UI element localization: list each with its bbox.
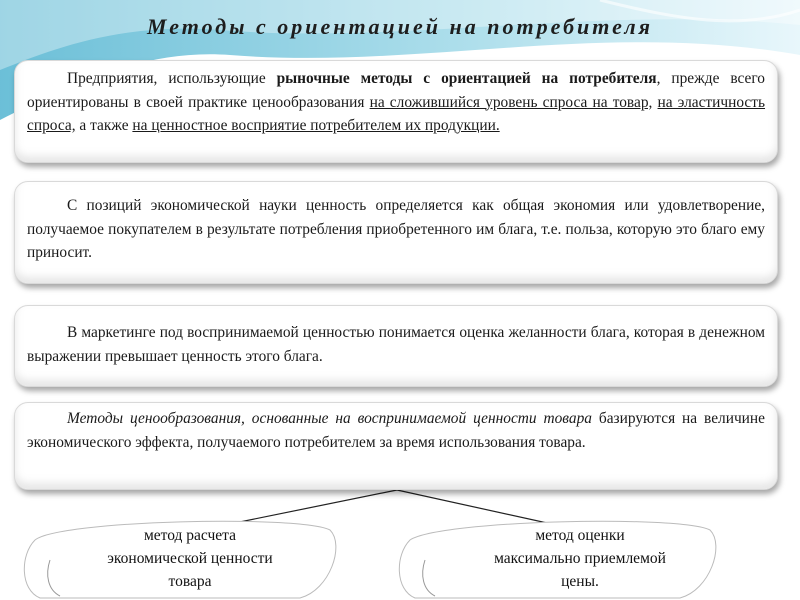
method-max-acceptable-price	[430, 524, 730, 593]
method-line: экономической ценности	[107, 550, 273, 567]
text-segment: базируются на величине экономического эффекта, получаемого потребителем за время использования товара.	[27, 410, 765, 451]
underlined-elasticity: на эластичность спроса,	[27, 93, 766, 134]
text-segment: а также	[75, 117, 133, 134]
method-line: метод расчета	[143, 527, 237, 544]
text-segment: Предприятия, использующие	[67, 70, 277, 87]
paragraph-pricing-methods	[27, 407, 765, 454]
text-box-value-definition	[14, 181, 778, 284]
text-box-perceived-value	[14, 305, 778, 387]
text-segment: , прежде всего ориентированы в своей практике ценообразования	[27, 70, 765, 111]
paragraph-value-definition: С позиций экономической науки ценность определяется как общая экономия или удовлетворение, получаемое покупателем в результате потребления приобретенного им блага, т.е. польза, которую это благо ему приносит.	[27, 197, 765, 261]
text-box-pricing-methods	[14, 402, 778, 490]
method-line: максимально приемлемой	[494, 550, 666, 567]
method-line: метод оценки	[535, 527, 625, 544]
paragraph-consumer-methods	[27, 67, 765, 138]
text-box-consumer-methods	[14, 60, 778, 163]
underlined-value-perception: на ценностное восприятие потребителем их продукции.	[132, 117, 500, 134]
method-line: товара	[168, 573, 212, 590]
paragraph-perceived-value: В маркетинге под воспринимаемой ценностью понимается оценка желанности блага, которая в денежном выражении превышает ценность этого блага.	[27, 324, 765, 365]
method-line: цены.	[561, 573, 599, 590]
page-title: Методы с ориентацией на потребителя	[147, 14, 653, 39]
underlined-demand-level: на сложившийся уровень спроса на товар,	[369, 93, 653, 111]
italic-term: Методы ценообразования, основанные на воспринимаемой ценности товара	[67, 410, 592, 427]
bold-term: рыночные методы с ориентацией на потребителя	[276, 70, 657, 87]
method-economic-value	[55, 524, 325, 593]
